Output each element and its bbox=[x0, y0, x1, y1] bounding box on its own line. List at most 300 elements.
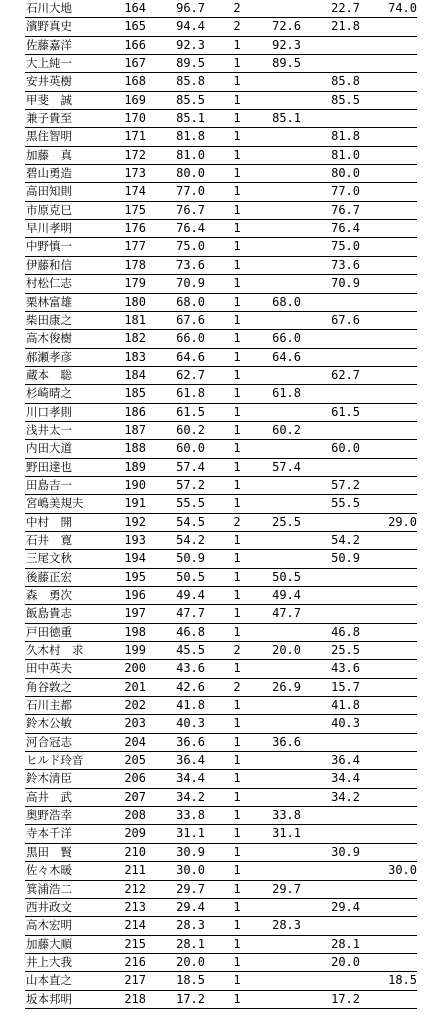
total-score: 50.9 bbox=[176, 551, 205, 566]
event-count: 1 bbox=[233, 367, 241, 382]
points-col-3 bbox=[383, 752, 417, 769]
points-col-2: 28.1 bbox=[331, 936, 360, 951]
points-col-2: 41.8 bbox=[331, 698, 360, 713]
total-score: 30.0 bbox=[176, 863, 205, 878]
points-col-2 bbox=[326, 459, 360, 476]
event-count: 1 bbox=[233, 477, 241, 492]
points-col-3 bbox=[383, 165, 417, 182]
table-row bbox=[25, 862, 417, 880]
table-row bbox=[25, 238, 417, 256]
points-col-1 bbox=[271, 954, 301, 971]
rank-number: 192 bbox=[124, 514, 146, 529]
points-col-1 bbox=[271, 257, 301, 274]
total-score: 29.4 bbox=[176, 899, 205, 914]
event-count: 1 bbox=[233, 954, 241, 969]
table-row bbox=[25, 37, 417, 55]
player-name: 田中英夫 bbox=[26, 661, 72, 676]
table-row bbox=[25, 55, 417, 73]
rank-number: 164 bbox=[124, 1, 146, 15]
points-col-1 bbox=[271, 238, 301, 255]
rank-number: 214 bbox=[124, 918, 146, 933]
event-count: 1 bbox=[233, 257, 241, 272]
rank-number: 203 bbox=[124, 716, 146, 731]
points-col-2: 60.0 bbox=[331, 441, 360, 456]
points-col-3: 30.0 bbox=[388, 863, 417, 878]
points-col-2: 70.9 bbox=[331, 276, 360, 291]
table-row bbox=[25, 991, 417, 1009]
total-score: 31.1 bbox=[176, 826, 205, 841]
total-score: 76.4 bbox=[176, 221, 205, 236]
event-count: 1 bbox=[233, 624, 241, 639]
table-row bbox=[25, 477, 417, 495]
event-count: 2 bbox=[233, 1, 241, 15]
player-name: 杉崎晴之 bbox=[26, 386, 72, 401]
points-col-2 bbox=[326, 734, 360, 751]
points-col-3 bbox=[383, 936, 417, 953]
table-row bbox=[25, 550, 417, 568]
points-col-2 bbox=[326, 385, 360, 402]
total-score: 81.0 bbox=[176, 147, 205, 162]
event-count: 1 bbox=[233, 532, 241, 547]
event-count: 1 bbox=[233, 404, 241, 419]
player-name: 鈴木公敏 bbox=[26, 716, 72, 731]
table-row bbox=[25, 349, 417, 367]
player-name: 森 勇次 bbox=[26, 588, 72, 602]
player-name: 田島吉一 bbox=[26, 477, 72, 492]
points-col-2: 62.7 bbox=[331, 367, 360, 382]
points-col-3 bbox=[383, 770, 417, 787]
rank-number: 186 bbox=[124, 404, 146, 419]
points-col-1 bbox=[271, 770, 301, 787]
event-count: 1 bbox=[233, 221, 241, 236]
total-score: 17.2 bbox=[176, 991, 205, 1006]
event-count: 1 bbox=[233, 312, 241, 327]
table-row bbox=[25, 752, 417, 770]
event-count: 1 bbox=[233, 899, 241, 914]
total-score: 85.5 bbox=[176, 92, 205, 107]
event-count: 1 bbox=[233, 147, 241, 162]
player-name: 中野慎一 bbox=[26, 239, 72, 254]
points-col-3 bbox=[383, 624, 417, 641]
points-col-2 bbox=[326, 422, 360, 439]
total-score: 49.4 bbox=[176, 588, 205, 602]
event-count: 1 bbox=[233, 789, 241, 804]
player-name: 高木俊樹 bbox=[26, 331, 72, 346]
rank-number: 177 bbox=[124, 239, 146, 254]
points-col-1 bbox=[271, 550, 301, 567]
points-col-2 bbox=[326, 569, 360, 586]
total-score: 64.6 bbox=[176, 349, 205, 364]
total-score: 57.4 bbox=[176, 459, 205, 474]
total-score: 89.5 bbox=[176, 56, 205, 71]
event-count: 1 bbox=[233, 386, 241, 401]
points-col-3 bbox=[383, 422, 417, 439]
points-col-1: 68.0 bbox=[272, 294, 301, 309]
points-col-3 bbox=[383, 183, 417, 200]
points-col-3: 29.0 bbox=[388, 514, 417, 529]
points-col-3 bbox=[383, 679, 417, 696]
table-row bbox=[25, 697, 417, 715]
points-col-1: 33.8 bbox=[272, 808, 301, 823]
event-count: 2 bbox=[233, 19, 241, 34]
points-col-2 bbox=[326, 330, 360, 347]
points-col-3 bbox=[383, 37, 417, 54]
table-row bbox=[25, 312, 417, 330]
points-col-1 bbox=[271, 440, 301, 457]
event-count: 1 bbox=[233, 588, 241, 602]
points-col-1 bbox=[271, 477, 301, 494]
points-col-3 bbox=[383, 807, 417, 824]
rank-number: 188 bbox=[124, 441, 146, 456]
points-col-2: 17.2 bbox=[331, 991, 360, 1006]
total-score: 92.3 bbox=[176, 37, 205, 52]
player-name: 柴田康之 bbox=[26, 312, 72, 327]
points-col-1 bbox=[271, 991, 301, 1008]
points-col-2: 36.4 bbox=[331, 753, 360, 768]
points-col-3: 74.0 bbox=[388, 1, 417, 15]
points-col-3 bbox=[383, 367, 417, 384]
event-count: 1 bbox=[233, 569, 241, 584]
rank-number: 179 bbox=[124, 276, 146, 291]
points-col-1: 85.1 bbox=[272, 111, 301, 126]
total-score: 61.8 bbox=[176, 386, 205, 401]
points-col-1: 29.7 bbox=[272, 881, 301, 896]
total-score: 34.4 bbox=[176, 771, 205, 786]
player-name: 山本直之 bbox=[26, 973, 72, 988]
table-row bbox=[25, 825, 417, 843]
player-name: 坂本邦明 bbox=[26, 991, 72, 1006]
points-col-2: 29.4 bbox=[331, 899, 360, 914]
player-name: 箕浦浩二 bbox=[26, 881, 72, 896]
player-name: 井上大我 bbox=[26, 954, 72, 969]
rank-number: 201 bbox=[124, 679, 146, 694]
table-row bbox=[25, 294, 417, 312]
rank-number: 194 bbox=[124, 551, 146, 566]
rank-number: 217 bbox=[124, 973, 146, 988]
total-score: 70.9 bbox=[176, 276, 205, 291]
total-score: 33.8 bbox=[176, 808, 205, 823]
rank-number: 187 bbox=[124, 422, 146, 437]
points-col-3 bbox=[383, 587, 417, 604]
points-col-1: 31.1 bbox=[272, 826, 301, 841]
table-row bbox=[25, 917, 417, 935]
points-col-2: 55.5 bbox=[331, 496, 360, 511]
points-col-1: 26.9 bbox=[272, 679, 301, 694]
event-count: 1 bbox=[233, 936, 241, 951]
total-score: 67.6 bbox=[176, 312, 205, 327]
points-col-2: 25.5 bbox=[331, 643, 360, 658]
points-col-3 bbox=[383, 605, 417, 622]
player-name: 石川大地 bbox=[26, 1, 72, 15]
points-col-1: 36.6 bbox=[272, 734, 301, 749]
points-col-2: 43.6 bbox=[331, 661, 360, 676]
table-row bbox=[25, 422, 417, 440]
points-col-1: 28.3 bbox=[272, 918, 301, 933]
table-row bbox=[25, 715, 417, 733]
total-score: 54.5 bbox=[176, 514, 205, 529]
event-count: 1 bbox=[233, 973, 241, 988]
event-count: 1 bbox=[233, 918, 241, 933]
table-row bbox=[25, 660, 417, 678]
points-col-2 bbox=[326, 917, 360, 934]
event-count: 1 bbox=[233, 92, 241, 107]
points-col-2: 75.0 bbox=[331, 239, 360, 254]
total-score: 29.7 bbox=[176, 881, 205, 896]
event-count: 1 bbox=[233, 459, 241, 474]
total-score: 40.3 bbox=[176, 716, 205, 731]
table-row bbox=[25, 110, 417, 128]
points-col-2: 40.3 bbox=[331, 716, 360, 731]
event-count: 1 bbox=[233, 166, 241, 181]
points-col-3 bbox=[383, 404, 417, 421]
points-col-1: 20.0 bbox=[272, 643, 301, 658]
table-row bbox=[25, 18, 417, 36]
points-col-1 bbox=[271, 972, 301, 989]
points-col-1: 57.4 bbox=[272, 459, 301, 474]
table-row bbox=[25, 587, 417, 605]
event-count: 1 bbox=[233, 56, 241, 71]
points-col-3 bbox=[383, 532, 417, 549]
points-col-3 bbox=[383, 202, 417, 219]
event-count: 1 bbox=[233, 349, 241, 364]
points-col-2: 30.9 bbox=[331, 844, 360, 859]
points-col-2 bbox=[326, 807, 360, 824]
total-score: 43.6 bbox=[176, 661, 205, 676]
player-name: 久木村 求 bbox=[26, 643, 84, 658]
rank-number: 191 bbox=[124, 496, 146, 511]
table-row bbox=[25, 936, 417, 954]
points-col-1 bbox=[271, 202, 301, 219]
rank-number: 198 bbox=[124, 624, 146, 639]
total-score: 76.7 bbox=[176, 202, 205, 217]
rank-number: 196 bbox=[124, 588, 146, 602]
player-name: 蔵本 聡 bbox=[26, 367, 72, 382]
rank-number: 195 bbox=[124, 569, 146, 584]
player-name: 石井 寛 bbox=[26, 532, 72, 547]
total-score: 54.2 bbox=[176, 532, 205, 547]
event-count: 1 bbox=[233, 826, 241, 841]
points-col-3 bbox=[383, 257, 417, 274]
total-score: 96.7 bbox=[176, 1, 205, 15]
points-col-1 bbox=[271, 147, 301, 164]
table-row bbox=[25, 404, 417, 422]
results-table bbox=[25, 0, 417, 1009]
table-row bbox=[25, 257, 417, 275]
total-score: 28.1 bbox=[176, 936, 205, 951]
points-col-3 bbox=[383, 18, 417, 35]
points-col-3 bbox=[383, 697, 417, 714]
points-col-3 bbox=[383, 73, 417, 90]
points-col-3 bbox=[383, 128, 417, 145]
player-name: 西井政文 bbox=[26, 899, 72, 914]
points-col-1 bbox=[271, 495, 301, 512]
event-count: 1 bbox=[233, 753, 241, 768]
points-col-2 bbox=[326, 587, 360, 604]
points-col-2: 22.7 bbox=[331, 1, 360, 15]
rank-number: 216 bbox=[124, 954, 146, 969]
total-score: 62.7 bbox=[176, 367, 205, 382]
total-score: 41.8 bbox=[176, 698, 205, 713]
total-score: 20.0 bbox=[176, 954, 205, 969]
total-score: 28.3 bbox=[176, 918, 205, 933]
table-row bbox=[25, 972, 417, 990]
event-count: 1 bbox=[233, 771, 241, 786]
event-count: 1 bbox=[233, 294, 241, 309]
points-col-3 bbox=[383, 330, 417, 347]
event-count: 1 bbox=[233, 184, 241, 199]
player-name: 大上純一 bbox=[26, 56, 72, 71]
rank-number: 175 bbox=[124, 202, 146, 217]
rank-number: 218 bbox=[124, 991, 146, 1006]
points-col-1 bbox=[271, 789, 301, 806]
player-name: 後藤正宏 bbox=[26, 569, 72, 584]
player-name: 鈴木清臣 bbox=[26, 771, 72, 786]
table-row bbox=[25, 202, 417, 220]
event-count: 1 bbox=[233, 606, 241, 621]
points-col-1 bbox=[271, 92, 301, 109]
points-col-1 bbox=[271, 312, 301, 329]
points-col-3 bbox=[383, 569, 417, 586]
player-name: 兼子貴至 bbox=[26, 111, 72, 126]
player-name: 濱野真史 bbox=[26, 19, 72, 34]
total-score: 81.8 bbox=[176, 129, 205, 144]
points-col-1 bbox=[271, 936, 301, 953]
rank-number: 167 bbox=[124, 56, 146, 71]
event-count: 1 bbox=[233, 991, 241, 1006]
points-col-2: 46.8 bbox=[331, 624, 360, 639]
points-col-1 bbox=[271, 715, 301, 732]
player-name: 甲斐 誠 bbox=[26, 92, 72, 107]
points-col-2: 57.2 bbox=[331, 477, 360, 492]
points-col-2: 21.8 bbox=[331, 19, 360, 34]
table-row bbox=[25, 183, 417, 201]
points-col-2: 76.7 bbox=[331, 202, 360, 217]
table-row bbox=[25, 789, 417, 807]
table-row bbox=[25, 147, 417, 165]
player-name: 黒住智明 bbox=[26, 129, 72, 144]
event-count: 1 bbox=[233, 661, 241, 676]
points-col-2: 15.7 bbox=[331, 679, 360, 694]
rank-number: 204 bbox=[124, 734, 146, 749]
event-count: 1 bbox=[233, 331, 241, 346]
table-row bbox=[25, 624, 417, 642]
points-col-3 bbox=[383, 220, 417, 237]
total-score: 30.9 bbox=[176, 844, 205, 859]
event-count: 2 bbox=[233, 679, 241, 694]
points-col-3 bbox=[383, 238, 417, 255]
points-col-2: 34.4 bbox=[331, 771, 360, 786]
player-name: 加藤大順 bbox=[26, 936, 72, 951]
table-row bbox=[25, 165, 417, 183]
event-count: 1 bbox=[233, 863, 241, 878]
table-row bbox=[25, 844, 417, 862]
points-col-3 bbox=[383, 991, 417, 1008]
total-score: 85.8 bbox=[176, 74, 205, 89]
player-name: 角谷敦之 bbox=[26, 679, 72, 694]
table-row bbox=[25, 954, 417, 972]
points-col-3 bbox=[383, 660, 417, 677]
points-col-2 bbox=[326, 605, 360, 622]
table-row bbox=[25, 514, 417, 532]
rank-number: 169 bbox=[124, 92, 146, 107]
rank-number: 185 bbox=[124, 386, 146, 401]
points-col-1 bbox=[271, 697, 301, 714]
points-col-2: 50.9 bbox=[331, 551, 360, 566]
rank-number: 215 bbox=[124, 936, 146, 951]
player-name: 佐藤嘉洋 bbox=[26, 37, 72, 52]
event-count: 1 bbox=[233, 129, 241, 144]
total-score: 36.4 bbox=[176, 753, 205, 768]
player-name: 市原克巳 bbox=[26, 202, 72, 217]
points-col-3 bbox=[383, 312, 417, 329]
table-row bbox=[25, 569, 417, 587]
points-col-2 bbox=[326, 972, 360, 989]
rank-number: 174 bbox=[124, 184, 146, 199]
points-col-3 bbox=[383, 440, 417, 457]
total-score: 85.1 bbox=[176, 111, 205, 126]
total-score: 60.2 bbox=[176, 422, 205, 437]
points-col-2 bbox=[326, 294, 360, 311]
table-row bbox=[25, 770, 417, 788]
total-score: 34.2 bbox=[176, 789, 205, 804]
event-count: 1 bbox=[233, 734, 241, 749]
player-name: 石川主都 bbox=[26, 698, 72, 713]
total-score: 94.4 bbox=[176, 19, 205, 34]
total-score: 36.6 bbox=[176, 734, 205, 749]
points-col-3 bbox=[383, 789, 417, 806]
rank-number: 208 bbox=[124, 808, 146, 823]
player-name: 伊藤和信 bbox=[26, 257, 72, 272]
event-count: 1 bbox=[233, 239, 241, 254]
table-row bbox=[25, 734, 417, 752]
points-col-3 bbox=[383, 734, 417, 751]
event-count: 1 bbox=[233, 202, 241, 217]
table-row bbox=[25, 330, 417, 348]
table-row bbox=[25, 881, 417, 899]
event-count: 2 bbox=[233, 643, 241, 658]
points-col-3 bbox=[383, 147, 417, 164]
points-col-3 bbox=[383, 844, 417, 861]
total-score: 18.5 bbox=[176, 973, 205, 988]
points-col-1 bbox=[271, 275, 301, 292]
table-row bbox=[25, 605, 417, 623]
player-name: 河合冠志 bbox=[26, 734, 72, 749]
rank-number: 190 bbox=[124, 477, 146, 492]
rank-number: 178 bbox=[124, 257, 146, 272]
event-count: 1 bbox=[233, 441, 241, 456]
player-name: 碧山勇造 bbox=[26, 166, 72, 181]
points-col-1 bbox=[271, 862, 301, 879]
rank-number: 172 bbox=[124, 147, 146, 162]
points-col-1: 25.5 bbox=[272, 514, 301, 529]
total-score: 61.5 bbox=[176, 404, 205, 419]
points-col-2: 77.0 bbox=[331, 184, 360, 199]
points-col-2 bbox=[326, 349, 360, 366]
points-col-3 bbox=[383, 899, 417, 916]
rank-number: 199 bbox=[124, 643, 146, 658]
points-col-2: 81.0 bbox=[331, 147, 360, 162]
points-col-1: 49.4 bbox=[272, 588, 301, 602]
event-count: 1 bbox=[233, 111, 241, 126]
total-score: 42.6 bbox=[176, 679, 205, 694]
points-col-3 bbox=[383, 294, 417, 311]
player-name: 奥野浩幸 bbox=[26, 808, 72, 823]
rank-number: 200 bbox=[124, 661, 146, 676]
points-col-2: 76.4 bbox=[331, 221, 360, 236]
player-name: 佐々木暖 bbox=[26, 863, 72, 878]
rank-number: 213 bbox=[124, 899, 146, 914]
points-col-1 bbox=[271, 899, 301, 916]
